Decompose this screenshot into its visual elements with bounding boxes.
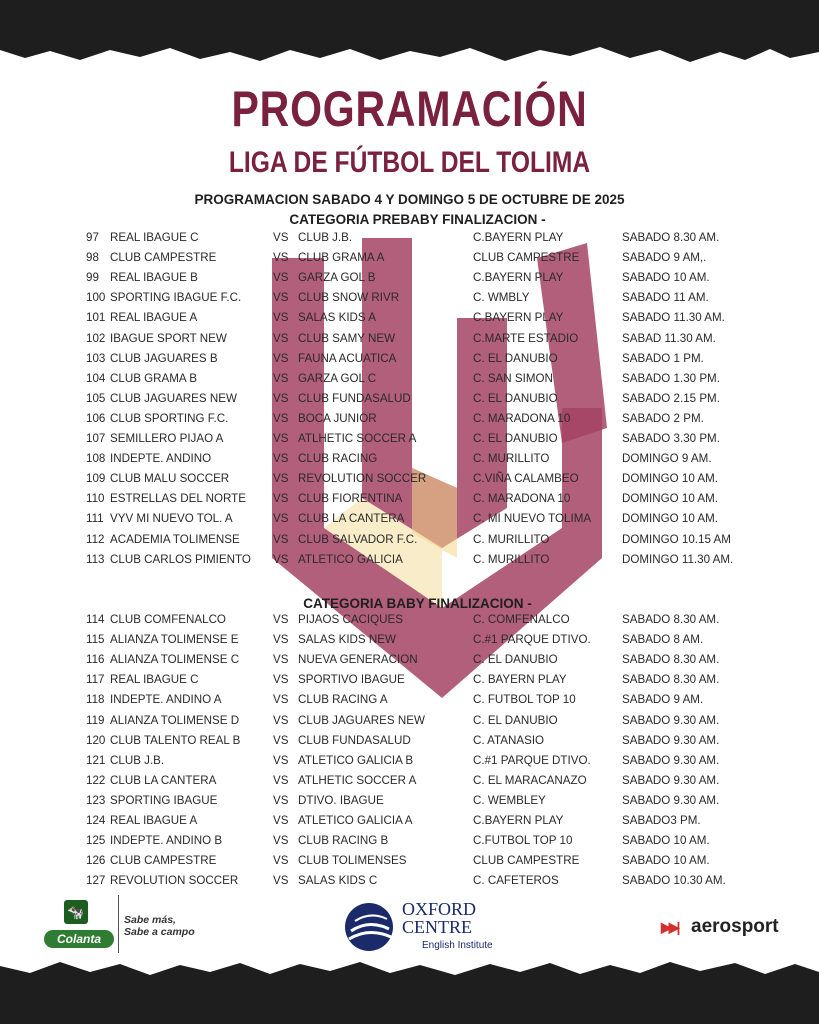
match-venue: C. MI NUEVO TOLIMA [473, 512, 592, 526]
oxford-centre-logo: OXFORD CENTRE [402, 899, 477, 937]
match-row [0, 449, 819, 469]
match-num: 99 [86, 271, 99, 285]
match-vs: VS [273, 371, 289, 385]
match-home: INDEPTE. ANDINO B [110, 834, 223, 848]
match-away: ATLHETIC SOCCER A [298, 432, 417, 445]
match-venue: C.BAYERN PLAY [473, 311, 564, 325]
match-away: CLUB FUNDASALUD [298, 733, 411, 747]
fast-forward-icon: ▶▶| [661, 919, 678, 935]
match-num: 97 [86, 231, 99, 244]
match-vs: VS [273, 331, 289, 345]
match-row [0, 409, 819, 429]
match-num: 104 [86, 371, 106, 385]
match-home: CLUB MALU SOCCER [110, 472, 230, 486]
match-home: CLUB CAMPESTRE [110, 854, 217, 868]
match-num: 102 [86, 331, 106, 345]
match-num: 114 [86, 613, 105, 626]
match-venue: C. EL DANUBIO [473, 653, 558, 667]
category-baby-title: CATEGORIA BABY FINALIZACION - [303, 596, 532, 611]
match-venue: C. EL DANUBIO [473, 713, 558, 727]
match-venue: C. MARADONA 10 [473, 411, 571, 425]
match-time: DOMINGO 10 AM. [622, 512, 718, 526]
match-vs: VS [273, 512, 289, 526]
match-venue: C. EL DANUBIO [473, 351, 558, 365]
colanta-wordmark: Colanta [44, 930, 114, 948]
match-time: DOMINGO 10 AM. [622, 472, 718, 486]
match-home: ALIANZA TOLIMENSE C [110, 653, 240, 667]
match-num: 118 [86, 693, 105, 707]
match-row [0, 731, 819, 751]
match-vs: VS [273, 733, 289, 747]
match-venue: C. MURILLITO [473, 532, 550, 546]
match-vs: VS [273, 231, 289, 244]
match-row [0, 228, 819, 248]
match-vs: VS [273, 452, 289, 466]
match-home: CLUB J.B. [110, 753, 165, 767]
match-venue: C. CAFETEROS [473, 874, 559, 888]
match-time: SABADO 8.30 AM. [622, 613, 720, 626]
page-title: PROGRAMACIÓN [231, 81, 588, 137]
match-row [0, 650, 819, 670]
match-row [0, 811, 819, 831]
match-away: CLUB RACING B [298, 834, 389, 848]
match-venue: C. FUTBOL TOP 10 [473, 693, 576, 707]
match-vs: VS [273, 753, 289, 767]
match-vs: VS [273, 532, 289, 546]
match-venue: C. WEMBLEY [473, 793, 546, 807]
match-vs: VS [273, 633, 289, 647]
match-num: 124 [86, 814, 106, 827]
match-venue: C.BAYERN PLAY [473, 814, 564, 827]
match-away: ATLETICO GALICIA A [298, 814, 413, 827]
match-row [0, 349, 819, 369]
match-row [0, 469, 819, 489]
match-row [0, 248, 819, 268]
match-row [0, 329, 819, 349]
match-home: CLUB CAMPESTRE [110, 251, 217, 265]
match-venue: C. MURILLITO [473, 452, 550, 466]
match-num: 105 [86, 391, 106, 405]
match-vs: VS [273, 713, 289, 727]
match-venue: C. WMBLY [473, 291, 530, 305]
match-away: BOCA JUNIOR [298, 411, 377, 425]
match-home: REAL IBAGUE C [110, 673, 199, 687]
match-away: ATLHETIC SOCCER A [298, 773, 417, 787]
match-num: 111 [86, 512, 104, 526]
match-vs: VS [273, 613, 289, 626]
match-num: 108 [86, 452, 106, 466]
match-vs: VS [273, 874, 289, 888]
match-venue: C. SAN SIMON [473, 371, 553, 385]
match-num: 123 [86, 793, 106, 807]
match-num: 117 [86, 673, 105, 687]
match-away: CLUB FUNDASALUD [298, 391, 411, 405]
match-num: 120 [86, 733, 106, 747]
match-away: SALAS KIDS A [298, 311, 376, 325]
colanta-logo [44, 900, 114, 952]
match-away: CLUB J.B. [298, 231, 353, 244]
match-vs: VS [273, 351, 289, 365]
oxford-subtitle: English Institute [422, 940, 493, 951]
match-time: SABADO 9.30 AM. [622, 773, 720, 787]
match-away: PIJAOS CACIQUES [298, 613, 404, 626]
match-time: DOMINGO 10.15 AM [622, 532, 731, 546]
match-time: SABADO 1 PM. [622, 351, 704, 365]
match-time: SABADO 8.30 AM. [622, 231, 720, 244]
match-time: SABADO 9.30 AM. [622, 713, 720, 727]
match-away: GARZA GOL B [298, 271, 376, 285]
match-row [0, 288, 819, 308]
schedule-dates: PROGRAMACION SABADO 4 Y DOMINGO 5 DE OCTUBRE DE 2025 [194, 192, 625, 207]
match-num: 116 [86, 653, 105, 667]
match-num: 101 [86, 311, 106, 325]
match-home: CLUB TALENTO REAL B [110, 733, 241, 747]
match-row [0, 369, 819, 389]
match-time: SABADO 9.30 AM. [622, 753, 720, 767]
match-row [0, 509, 819, 529]
match-home: REAL IBAGUE A [110, 814, 198, 827]
match-row [0, 308, 819, 328]
match-num: 106 [86, 411, 106, 425]
match-venue: C.#1 PARQUE DTIVO. [473, 633, 591, 647]
match-home: CLUB SPORTING F.C. [110, 411, 229, 425]
match-num: 121 [86, 753, 106, 767]
match-venue: C. BAYERN PLAY [473, 673, 567, 687]
match-row [0, 831, 819, 851]
match-away: CLUB SALVADOR F.C. [298, 532, 418, 546]
match-vs: VS [273, 391, 289, 405]
cow-icon: 🐄 [64, 900, 88, 924]
match-time: SABADO 3.30 PM. [622, 432, 720, 445]
match-num: 127 [86, 874, 106, 888]
match-row [0, 851, 819, 871]
torn-paper-top [0, 0, 819, 70]
match-vs: VS [273, 311, 289, 325]
match-vs: VS [273, 472, 289, 486]
match-venue: C. EL MARACANAZO [473, 773, 587, 787]
match-away: NUEVA GENERACION [298, 653, 418, 667]
match-home: SEMILLERO PIJAO A [110, 432, 224, 445]
match-vs: VS [273, 552, 289, 566]
match-home: ALIANZA TOLIMENSE D [110, 713, 240, 727]
match-time: SABADO 10.30 AM. [622, 874, 726, 888]
match-venue: C.BAYERN PLAY [473, 231, 564, 244]
match-vs: VS [273, 291, 289, 305]
match-num: 110 [86, 492, 105, 506]
match-away: ATLETICO GALICIA [298, 552, 403, 566]
match-time: SABADO 10 AM. [622, 854, 710, 868]
match-time: SABADO 2 PM. [622, 411, 704, 425]
match-vs: VS [273, 834, 289, 848]
match-home: INDEPTE. ANDINO [110, 452, 212, 466]
match-away: CLUB JAGUARES NEW [298, 713, 425, 727]
match-time: SABAD 11.30 AM. [622, 331, 716, 345]
match-num: 125 [86, 834, 106, 848]
match-vs: VS [273, 432, 289, 445]
match-time: SABADO 9 AM. [622, 693, 704, 707]
match-time: SABADO 10 AM. [622, 834, 710, 848]
match-home: SPORTING IBAGUE F.C. [110, 291, 242, 305]
match-num: 115 [86, 633, 105, 647]
match-time: SABADO 2.15 PM. [622, 391, 720, 405]
match-away: SALAS KIDS NEW [298, 633, 396, 647]
match-vs: VS [273, 271, 289, 285]
match-num: 100 [86, 291, 106, 305]
match-num: 98 [86, 251, 99, 265]
oxford-globe-icon [343, 901, 395, 953]
colanta-slogan: Sabe más, Sabe a campo [124, 914, 195, 938]
match-vs: VS [273, 793, 289, 807]
match-away: SPORTIVO IBAGUE [298, 673, 405, 687]
match-home: CLUB JAGUARES NEW [110, 391, 237, 405]
match-num: 109 [86, 472, 106, 486]
match-vs: VS [273, 854, 289, 868]
match-num: 126 [86, 854, 106, 868]
match-row [0, 690, 819, 710]
match-venue: C. MARADONA 10 [473, 492, 571, 506]
match-home: ACADEMIA TOLIMENSE [110, 532, 240, 546]
match-num: 122 [86, 773, 106, 787]
match-home: ALIANZA TOLIMENSE E [110, 633, 239, 647]
match-row [0, 268, 819, 288]
match-away: CLUB TOLIMENSES [298, 854, 407, 868]
match-home: CLUB CARLOS PIMIENTO [110, 552, 251, 566]
match-time: SABADO 9.30 AM. [622, 733, 720, 747]
match-time: DOMINGO 10 AM. [622, 492, 718, 506]
match-home: IBAGUE SPORT NEW [110, 331, 227, 345]
match-away: CLUB FIORENTINA [298, 492, 403, 506]
match-away: CLUB LA CANTERA [298, 512, 405, 526]
match-home: REAL IBAGUE C [110, 231, 199, 244]
match-venue: C.VIÑA CALAMBEO [473, 472, 579, 486]
match-away: CLUB SAMY NEW [298, 331, 396, 345]
match-time: SABADO3 PM. [622, 814, 701, 827]
match-row [0, 610, 819, 630]
match-num: 107 [86, 432, 106, 445]
match-time: SABADO 10 AM. [622, 271, 710, 285]
match-num: 112 [86, 532, 105, 546]
match-home: INDEPTE. ANDINO A [110, 693, 222, 707]
sponsor-divider [118, 895, 119, 953]
match-away: CLUB SNOW RIVR [298, 291, 400, 305]
match-away: SALAS KIDS C [298, 874, 378, 888]
match-row [0, 429, 819, 449]
match-time: SABADO 11 AM. [622, 291, 709, 305]
match-venue: C. EL DANUBIO [473, 391, 558, 405]
match-vs: VS [273, 693, 289, 707]
match-away: CLUB GRAMA A [298, 251, 385, 265]
match-num: 113 [86, 552, 105, 566]
match-away: ATLETICO GALICIA B [298, 753, 414, 767]
match-time: DOMINGO 9 AM. [622, 452, 712, 466]
match-venue: C. COMFENALCO [473, 613, 570, 626]
match-time: SABADO 9 AM,. [622, 251, 707, 265]
match-venue: C.FUTBOL TOP 10 [473, 834, 573, 848]
match-row [0, 389, 819, 409]
match-home: REVOLUTION SOCCER [110, 874, 239, 888]
match-venue: CLUB CAMPESTRE [473, 251, 580, 265]
match-home: SPORTING IBAGUE [110, 793, 218, 807]
league-name: LIGA DE FÚTBOL DEL TOLIMA [228, 146, 591, 179]
match-venue: C. EL DANUBIO [473, 432, 558, 445]
match-time: SABADO 1.30 PM. [622, 371, 720, 385]
match-vs: VS [273, 251, 289, 265]
category-prebaby-title: CATEGORIA PREBABY FINALIZACION - [289, 212, 546, 227]
match-vs: VS [273, 814, 289, 827]
match-vs: VS [273, 411, 289, 425]
match-home: ESTRELLAS DEL NORTE [110, 492, 246, 506]
match-row [0, 791, 819, 811]
match-row [0, 530, 819, 550]
match-time: DOMINGO 11.30 AM. [622, 552, 734, 566]
match-row [0, 771, 819, 791]
match-row [0, 630, 819, 650]
match-venue: C.#1 PARQUE DTIVO. [473, 753, 591, 767]
match-num: 103 [86, 351, 106, 365]
match-away: CLUB RACING A [298, 693, 388, 707]
match-home: CLUB GRAMA B [110, 371, 197, 385]
match-home: CLUB COMFENALCO [110, 613, 226, 626]
match-home: CLUB JAGUARES B [110, 351, 218, 365]
match-time: SABADO 8.30 AM. [622, 673, 720, 687]
match-row [0, 489, 819, 509]
match-home: REAL IBAGUE B [110, 271, 198, 285]
match-time: SABADO 11.30 AM. [622, 311, 725, 325]
match-away: FAUNA ACUATICA [298, 351, 397, 365]
match-away: REVOLUTION SOCCER [298, 472, 427, 486]
match-home: CLUB LA CANTERA [110, 773, 217, 787]
match-venue: C. MURILLITO [473, 552, 550, 566]
match-row [0, 871, 819, 891]
match-vs: VS [273, 773, 289, 787]
match-num: 119 [86, 713, 105, 727]
match-away: DTIVO. IBAGUE [298, 793, 384, 807]
match-row [0, 550, 819, 570]
match-vs: VS [273, 653, 289, 667]
match-venue: C.MARTE ESTADIO [473, 331, 579, 345]
match-home: REAL IBAGUE A [110, 311, 198, 325]
match-row [0, 751, 819, 771]
match-venue: CLUB CAMPESTRE [473, 854, 580, 868]
match-vs: VS [273, 673, 289, 687]
match-away: GARZA GOL C [298, 371, 377, 385]
match-venue: C.BAYERN PLAY [473, 271, 564, 285]
match-time: SABADO 8 AM. [622, 633, 704, 647]
match-row [0, 670, 819, 690]
match-home: VYV MI NUEVO TOL. A [110, 512, 233, 526]
match-time: SABADO 9.30 AM. [622, 793, 720, 807]
match-away: CLUB RACING [298, 452, 378, 466]
match-venue: C. ATANASIO [473, 733, 545, 747]
torn-paper-bottom [0, 954, 819, 1024]
match-row [0, 711, 819, 731]
match-time: SABADO 8.30 AM. [622, 653, 720, 667]
match-vs: VS [273, 492, 289, 506]
